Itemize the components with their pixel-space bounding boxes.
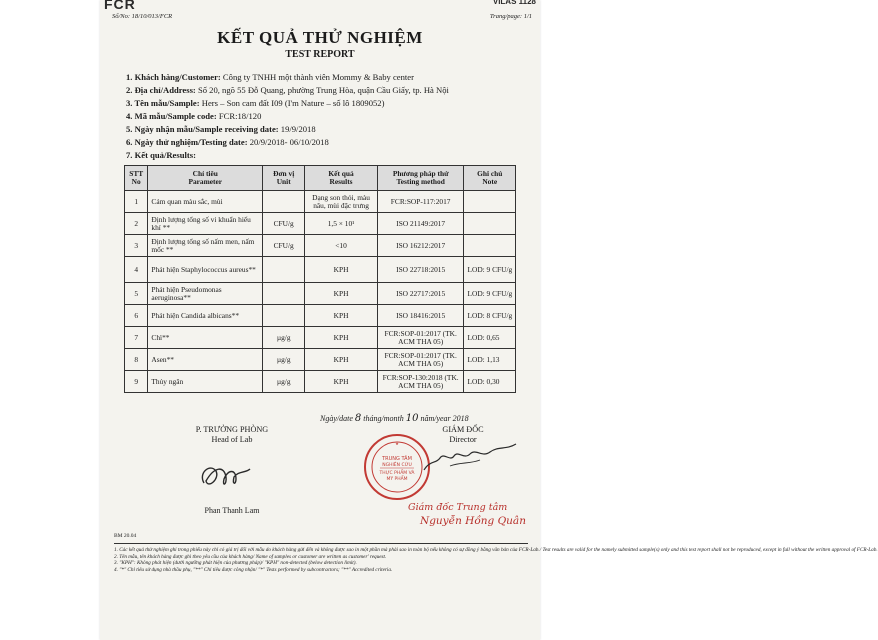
table-header-row [125,166,516,191]
svg-text:★: ★ [395,441,399,446]
table-row: 4 Phát hiện Staphylococcus aureus** KPH ISO 22718:2015 LOD: 9 CFU/g [125,257,516,283]
footer-note: 4. "*" Chỉ tiêu sử dụng nhà thầu phụ, "**" Chỉ tiêu được công nhận/ "*" Tests performed by subcontractors; "**" Accredited criteria. [114,566,393,573]
info-testing-date: 6. Ngày thử nghiệm/Testing date: 20/9/2018- 06/10/2018 [126,137,329,147]
table-row: 9 Thủy ngân µg/g KPH FCR:SOP-130:2018 (TK. ACM THA 05) LOD: 0,30 [125,371,516,393]
col-header-no: STT No [125,166,148,191]
head-of-lab-title-en: Head of Lab [211,435,253,444]
col-header-note: Ghi chú Note [464,166,516,191]
info-sample-code: 4. Mã mẫu/Sample code: FCR:18/120 [126,111,262,121]
table-row: 3 Định lượng tổng số nấm men, nấm mốc ** CFU/g <10 ISO 16212:2017 [125,235,516,257]
info-sample: 3. Tên mẫu/Sample: Hers – Son cam đất I09 (I'm Nature – số lô 1809052) [126,98,385,108]
director-signature [420,440,520,480]
info-receiving-date: 5. Ngày nhận mẫu/Sample receiving date: 19/9/2018 [126,124,316,134]
footer-note: 1. Các kết quả thử nghiệm ghi trong phiếu này chỉ có giá trị đối với mẫu do khách hàng gửi đến và không được sao in một phần mà phải sao in toàn bộ nếu không có sự đồng ý bằng văn bản của FCR-Lab./ Test results are valid for the namely submitted sample(s) only and this test report shall not be reproduced, except in full without the written approval of FCR-Lab. [114,547,878,553]
col-header-unit: Đơn vị Unit [263,166,305,191]
table-row: 7 Chì** µg/g KPH FCR:SOP-01:2017 (TK. ACM THA 05) LOD: 0,65 [125,327,516,349]
info-results-label: 7. Kết quả/Results: [126,150,196,160]
svg-text:NGHIÊN CỨU: NGHIÊN CỨU [382,463,412,468]
svg-text:MỸ PHẨM: MỸ PHẨM [386,477,408,482]
head-of-lab-signature [196,455,256,495]
table-row: 1 Cảm quan màu sắc, mùi Dạng son thỏi, màu nâu, mùi đặc trưng FCR:SOP-117:2017 [125,191,516,213]
document-number: Số/No: 18/10/013/FCR [112,13,173,20]
table-row: 6 Phát hiện Candida albicans** KPH ISO 18416:2015 LOD: 8 CFU/g [125,305,516,327]
head-of-lab-title-vi: P. TRƯỞNG PHÒNG [195,425,269,434]
svg-text:TRUNG TÂM: TRUNG TÂM [382,456,412,462]
director-role-script: Giám đốc Trung tâm [408,502,508,513]
director-title-en: Director [449,435,477,444]
head-of-lab-block [172,425,292,445]
director-name-script: Nguyễn Hồng Quân [420,515,526,527]
head-of-lab-name: Phan Thanh Lam [204,506,260,515]
info-customer: 1. Khách hàng/Customer: Công ty TNHH một thành viên Mommy & Baby center [126,72,414,82]
report-subtitle: TEST REPORT [285,49,355,60]
col-header-results: Kết quả Results [305,166,378,191]
form-code: BM 20.04 [114,533,137,539]
table-row: 5 Phát hiện Pseudomonas aeruginosa** KPH ISO 22717:2015 LOD: 9 CFU/g [125,283,516,305]
fcr-logo: FCR [104,0,136,12]
col-header-method: Phương pháp thử Testing method [377,166,464,191]
results-table [124,165,516,393]
col-header-parameter: Chỉ tiêu Parameter [148,166,263,191]
footer-notes [114,543,878,573]
footer-note: 3. "KPH": Không phát hiện (dưới ngưỡng phát hiện của phương pháp)/ "KPH" non-detected (below detection limit). [114,560,357,567]
page-number: Trang/page: 1/1 [489,13,532,20]
report-title: KẾT QUẢ THỬ NGHIỆM [217,28,423,47]
table-row: 8 Asen** µg/g KPH FCR:SOP-01:2017 (TK. ACM THA 05) LOD: 1,13 [125,349,516,371]
footer-note: 2. Tên mẫu, tên khách hàng được ghi theo yêu cầu của khách hàng/ Name of samples or customer are written as customer' request. [114,553,387,560]
info-address: 2. Địa chỉ/Address: Số 20, ngõ 55 Đỗ Quang, phường Trung Hòa, quận Cầu Giấy, tp. Hà Nội [126,85,449,95]
svg-text:THỰC PHẨM VÀ: THỰC PHẨM VÀ [379,471,415,476]
vilas-mark: VILAS 1128 [492,0,536,6]
table-row: 2 Định lượng tổng số vi khuẩn hiếu khí ** CFU/g 1,5 × 10¹ ISO 21149:2017 [125,213,516,235]
director-title-vi: GIÁM ĐỐC [442,425,484,434]
report-date: Ngày/date 8 tháng/month 10 năm/year 2018 [320,413,469,424]
